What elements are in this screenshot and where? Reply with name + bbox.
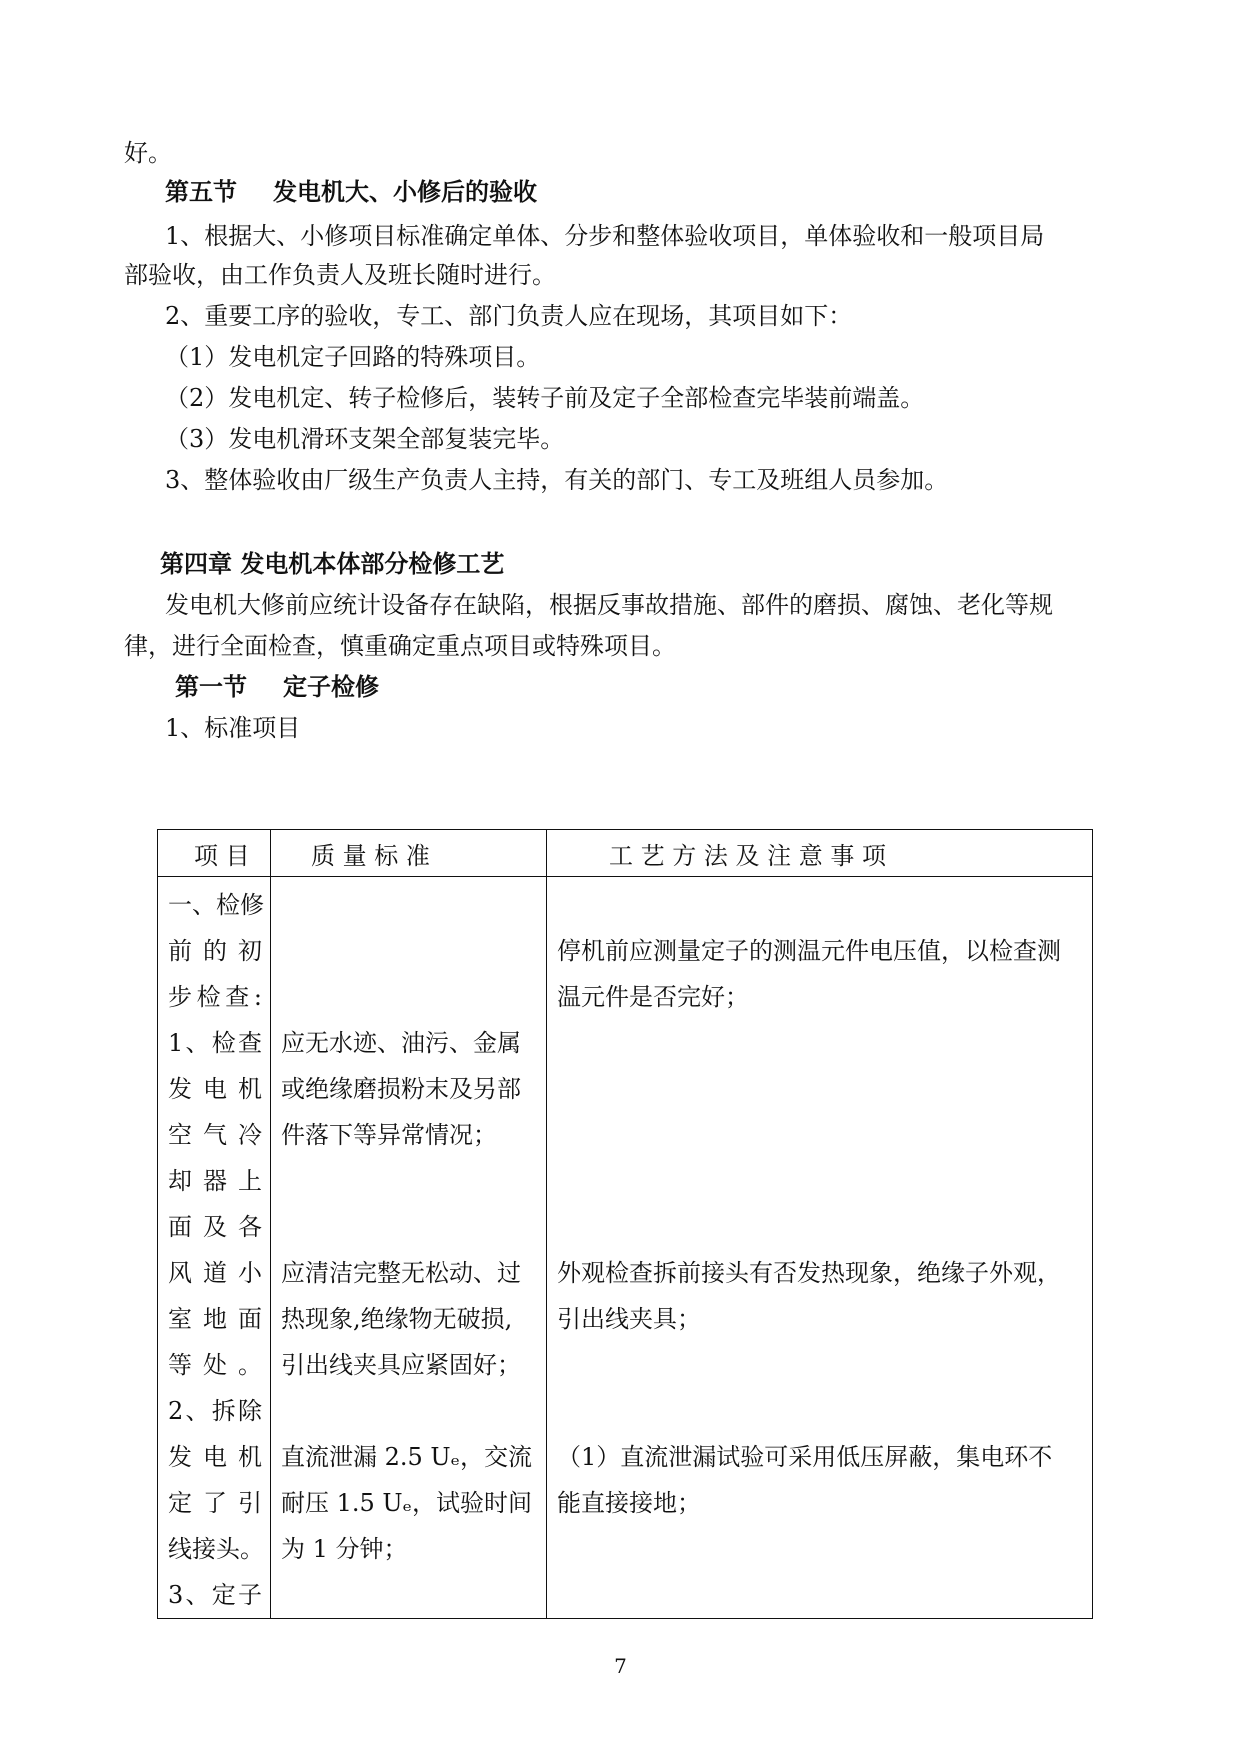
text-line-continuation: 好。	[124, 139, 172, 167]
method-line: 能直接接地；	[557, 1489, 701, 1517]
paragraph-2-item-2: （2）发电机定、转子检修后，装转子前及定子全部检查完毕装前端盖。	[165, 384, 925, 412]
standard-line	[281, 928, 540, 974]
standard-line: 应清洁完整无松动、过	[281, 1259, 521, 1287]
standard-line	[281, 882, 540, 928]
item-line: 1、检查	[168, 1029, 262, 1057]
standard-line: 或绝缘磨损粉末及另部	[281, 1075, 521, 1103]
column-quality-standard	[271, 877, 547, 1619]
method-line	[557, 1066, 1086, 1112]
chapter-4-paragraph-line-a: 发电机大修前应统计设备存在缺陷，根据反事故措施、部件的磨损、腐蚀、老化等规	[165, 591, 1053, 619]
standard-items-label: 1、标准项目	[165, 714, 301, 742]
paragraph-2-item-3: （3）发电机滑环支架全部复装完毕。	[165, 425, 565, 453]
standard-line: 热现象,绝缘物无破损,	[281, 1305, 513, 1333]
method-line	[557, 1572, 1086, 1618]
section-1-heading	[175, 672, 379, 702]
method-line	[557, 1388, 1086, 1434]
standard-line	[281, 974, 540, 1020]
standard-line: 直流泄漏 2.5 Uₑ，交流	[281, 1443, 532, 1471]
item-line: 一、检修	[168, 891, 264, 919]
paragraph-1-line-a: 1、根据大、小修项目标准确定单体、分步和整体验收项目，单体验收和一般项目局	[165, 222, 1045, 250]
standard-line: 应无水迹、油污、金属	[281, 1029, 521, 1057]
standard-line: 耐压 1.5 Uₑ，试验时间	[281, 1489, 532, 1517]
method-line: 温元件是否完好；	[557, 983, 749, 1011]
standard-line	[281, 1158, 540, 1204]
section-1-number: 第一节	[175, 673, 247, 701]
method-line	[557, 1020, 1086, 1066]
item-line: 风道小	[168, 1259, 262, 1287]
chapter-4-heading: 第四章 发电机本体部分检修工艺	[160, 550, 505, 578]
paragraph-3: 3、整体验收由厂级生产负责人主持，有关的部门、专工及班组人员参加。	[165, 466, 949, 494]
standard-line	[281, 1572, 540, 1618]
table-header-row	[158, 830, 1093, 877]
page-number: 7	[614, 1654, 627, 1678]
paragraph-1-line-b: 部验收，由工作负责人及班长随时进行。	[124, 261, 556, 289]
standard-items-table	[157, 829, 1093, 1619]
item-line: 面及各	[168, 1213, 262, 1241]
method-line	[557, 1342, 1086, 1388]
method-line: （1）直流泄漏试验可采用低压屏蔽，集电环不	[557, 1443, 1053, 1471]
item-line: 等处。	[168, 1351, 262, 1379]
item-line: 发电机	[168, 1075, 262, 1103]
method-line: 外观检查拆前接头有否发热现象，绝缘子外观，	[557, 1259, 1061, 1287]
item-line: 室地面	[168, 1305, 262, 1333]
method-line	[557, 882, 1086, 928]
standard-line: 件落下等异常情况；	[281, 1121, 497, 1149]
section-5-heading	[165, 177, 537, 207]
standard-line: 引出线夹具应紧固好；	[281, 1351, 521, 1379]
item-line: 2、拆除	[168, 1397, 262, 1425]
paragraph-2: 2、重要工序的验收，专工、部门负责人应在现场，其项目如下：	[165, 302, 853, 330]
item-line: 空气冷	[168, 1121, 262, 1149]
item-line: 却器上	[168, 1167, 262, 1195]
method-line	[557, 1204, 1086, 1250]
column-item	[158, 877, 271, 1619]
column-process-method	[547, 877, 1093, 1619]
item-line: 线接头。	[168, 1535, 264, 1563]
item-line: 步检查:	[168, 983, 262, 1011]
section-1-title: 定子检修	[283, 673, 379, 701]
paragraph-2-item-1: （1）发电机定子回路的特殊项目。	[165, 343, 541, 371]
header-quality-standard: 质 量 标 准	[271, 830, 547, 877]
header-item: 项 目	[158, 830, 271, 877]
method-line	[557, 1158, 1086, 1204]
method-line: 停机前应测量定子的测温元件电压值，以检查测	[557, 937, 1061, 965]
standard-line: 为 1 分钟；	[281, 1535, 408, 1563]
section-5-number: 第五节	[165, 178, 237, 206]
chapter-4-paragraph-line-b: 律，进行全面检查，慎重确定重点项目或特殊项目。	[124, 632, 676, 660]
item-line: 前的初	[168, 937, 262, 965]
header-process-method: 工 艺 方 法 及 注 意 事 项	[547, 830, 1093, 877]
method-line: 引出线夹具；	[557, 1305, 701, 1333]
item-line: 3、定子	[168, 1581, 262, 1609]
method-line	[557, 1112, 1086, 1158]
method-line	[557, 1526, 1086, 1572]
standard-line	[281, 1388, 540, 1434]
item-line: 发电机	[168, 1443, 262, 1471]
standard-line	[281, 1204, 540, 1250]
item-line: 定了引	[168, 1489, 262, 1517]
section-5-title: 发电机大、小修后的验收	[273, 178, 537, 206]
table-body-row	[158, 877, 1093, 1619]
